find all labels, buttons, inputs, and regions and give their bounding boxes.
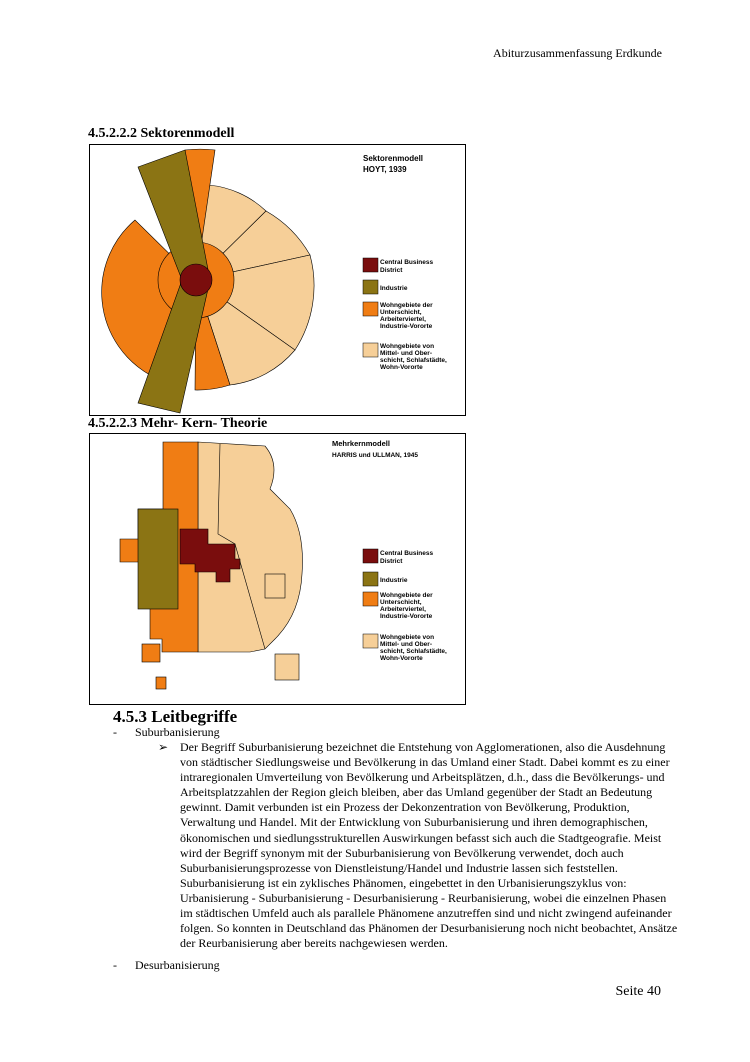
- page-number: Seite 40: [615, 984, 661, 999]
- page-header: Abiturzusammenfassung Erdkunde: [493, 46, 662, 60]
- figure-title-line1: Sektorenmodell: [363, 154, 424, 163]
- svg-text:Wohn-Vororte: Wohn-Vororte: [380, 655, 423, 662]
- orange-tiny-box: [156, 677, 166, 689]
- legend-1: [363, 258, 447, 371]
- light-outlying-box: [275, 654, 299, 680]
- svg-text:District: District: [380, 558, 403, 565]
- area-industry: [138, 509, 178, 609]
- figure-sektorenmodell: [89, 144, 466, 416]
- svg-text:Arbeiterviertel,: Arbeiterviertel,: [380, 606, 426, 613]
- svg-text:Wohngebiete der: Wohngebiete der: [380, 302, 433, 309]
- figure-title-line1: Mehrkernmodell: [332, 439, 390, 448]
- cbd-circle: [180, 264, 212, 296]
- paragraph-suburbanisierung: Der Begriff Suburbanisierung bezeichnet die Entstehung von Agglomerationen, also die Ausdehnung von städtischer Siedlungsweise und Bevölkerung in das Umland einer Stadt. Dabei kommt es zu einer intraregionalen Umverteilung von Bevölkerung und Arbeitsplätzen, d.h., dass die Bevölkerungs- und Arbeitsplatzzahlen der Region gleich bleiben, aber das Umland gegenüber der Stadt an Bedeutung gewinnt. Damit verbunden ist ein Prozess der Dekonzentration von Bevölkerung, Produktion, Verwaltung und Handel. Mit der Entwicklung von Suburbanisierung und ihren demographischen, ökonomischen und siedlungsstrukturellen Auswirkungen befasst sich auch die Stadtgeografie. Meist wird der Begriff synonym mit der Suburbanisierung von Bevölkerung verwendet, doch auch Suburbanisierungsprozesse von Dienstleistung/Handel und Industrie lassen sich feststellen. Suburbanisierung ist ein zyklisches Phänomen, eingebettet in den Urbanisierungszyklus von: Urbanisierung - Suburbanisierung - Desurbanisierung - Reurbanisierung, wobei die einzelnen Phasen im städtischen Umfeld auch als parallele Phänomene anzutreffen sind und nicht zwingend aufeinander folgen. So konnten in Deutschland das Phänomen der Desurbanisierung noch nicht beobachtet, Ansätze der Reurbanisierung aber bereits nachgewiesen werden.: [180, 740, 678, 951]
- mehrkernmodell-diagram: [90, 434, 465, 704]
- svg-text:Mittel- und Ober-: Mittel- und Ober-: [380, 350, 432, 357]
- section-heading-mehrkern: 4.5.2.2.3 Mehr- Kern- Theorie: [88, 416, 268, 431]
- svg-text:Central Business: Central Business: [380, 259, 434, 266]
- svg-text:Mittel- und Ober-: Mittel- und Ober-: [380, 641, 432, 648]
- svg-text:Industrie-Vororte: Industrie-Vororte: [380, 323, 433, 330]
- svg-text:Arbeiterviertel,: Arbeiterviertel,: [380, 316, 426, 323]
- svg-text:schicht, Schlafstädte,: schicht, Schlafstädte,: [380, 357, 447, 364]
- arrow-bullet-icon: ➢: [158, 740, 169, 754]
- svg-text:District: District: [380, 267, 403, 274]
- svg-text:Industrie: Industrie: [380, 285, 408, 292]
- light-small-box: [265, 574, 285, 598]
- sektorenmodell-diagram: [90, 145, 465, 415]
- list-item-desurbanisierung: Desurbanisierung: [135, 958, 220, 972]
- svg-text:Wohn-Vororte: Wohn-Vororte: [380, 364, 423, 371]
- list-dash: -: [113, 958, 117, 972]
- svg-text:Wohngebiete von: Wohngebiete von: [380, 634, 435, 641]
- svg-text:Wohngebiete von: Wohngebiete von: [380, 343, 435, 350]
- svg-text:Industrie-Vororte: Industrie-Vororte: [380, 613, 433, 620]
- list-item-suburbanisierung: Suburbanisierung: [135, 725, 220, 739]
- svg-text:Industrie: Industrie: [380, 577, 408, 584]
- figure-mehrkernmodell: [89, 433, 466, 705]
- figure-title-line2: HOYT, 1939: [363, 165, 407, 174]
- section-heading-sektorenmodell: 4.5.2.2.2 Sektorenmodell: [88, 126, 235, 141]
- orange-small-box: [142, 644, 160, 662]
- svg-text:schicht, Schlafstädte,: schicht, Schlafstädte,: [380, 648, 447, 655]
- svg-text:Central Business: Central Business: [380, 550, 434, 557]
- svg-text:Unterschicht,: Unterschicht,: [380, 309, 422, 316]
- legend-2: [363, 549, 447, 662]
- section-heading-leitbegriffe: 4.5.3 Leitbegriffe: [113, 707, 238, 726]
- svg-text:Wohngebiete der: Wohngebiete der: [380, 592, 433, 599]
- svg-text:Unterschicht,: Unterschicht,: [380, 599, 422, 606]
- list-dash: -: [113, 725, 117, 739]
- figure-title-line2: HARRIS und ULLMAN, 1945: [332, 452, 418, 459]
